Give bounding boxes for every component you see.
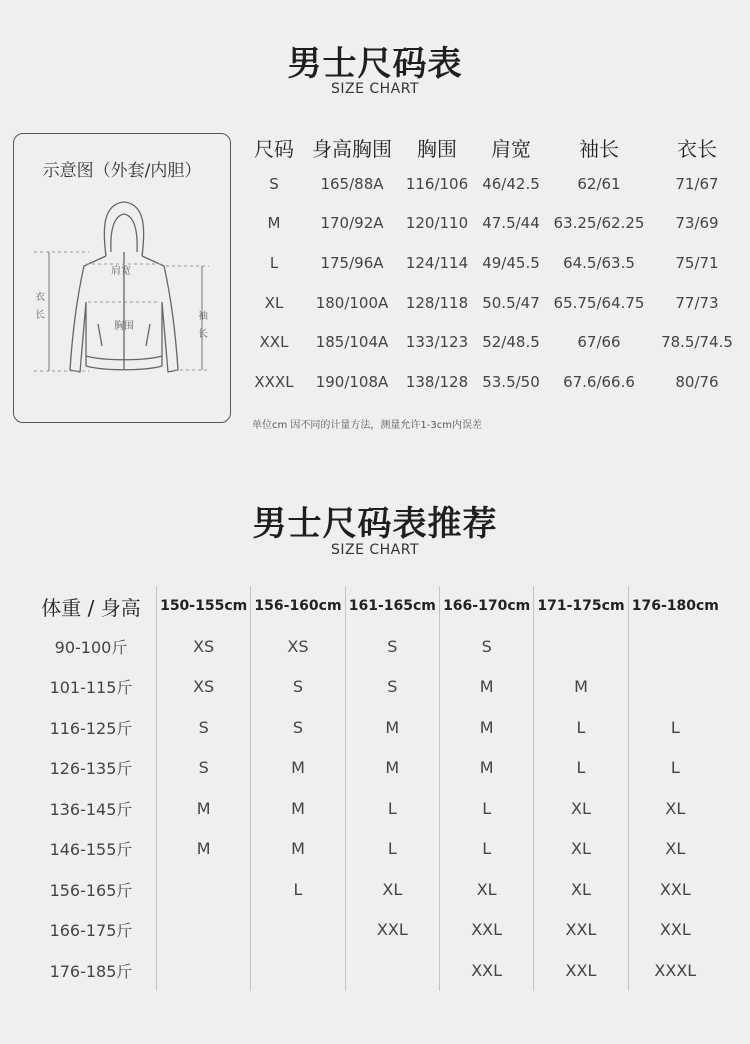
table-row — [246, 204, 746, 244]
header-chest: 胸围 — [417, 136, 457, 161]
shoulder-cell: 47.5/44 — [482, 214, 540, 233]
size-cell: M — [439, 748, 533, 789]
diagram-label: 示意图（外套/内胆） — [42, 161, 202, 181]
header-shoulder: 肩宽 — [491, 136, 531, 161]
height-chest-cell: 190/108A — [315, 372, 389, 391]
table-row — [26, 869, 722, 910]
size-table — [246, 130, 746, 402]
table-row — [26, 667, 722, 708]
size-cell: XL — [439, 869, 533, 910]
sleeve-label-1: 袖 — [198, 311, 208, 322]
size-cell: M — [267, 214, 281, 233]
size-cell: L — [251, 869, 345, 910]
weight-cell: 176-185斤 — [49, 961, 133, 981]
size-cell: S — [157, 748, 251, 789]
size-cell: XXL — [534, 910, 628, 951]
sleeve-cell: 63.25/62.25 — [553, 214, 645, 233]
size-table-header — [246, 130, 746, 164]
size-cell: M — [251, 748, 345, 789]
size-cell — [251, 910, 345, 951]
height-header: 161-165cm — [345, 586, 439, 626]
weight-cell: 116-125斤 — [49, 718, 133, 738]
height-chest-cell: 170/92A — [320, 214, 384, 233]
chest-cell: 124/114 — [405, 253, 469, 272]
shoulder-cell: 49/45.5 — [482, 253, 540, 272]
height-header: 171-175cm — [534, 586, 628, 626]
chest-cell: 138/128 — [405, 372, 469, 391]
size-cell: M — [157, 829, 251, 870]
size-cell — [251, 950, 345, 991]
size-cell: L — [628, 707, 722, 748]
chest-label: 胸围 — [114, 321, 134, 332]
recommendation-table — [26, 586, 722, 991]
size-cell: XL — [628, 788, 722, 829]
table-row — [246, 164, 746, 204]
table-row — [26, 748, 722, 789]
measurement-note: 单位cm 因不同的计量方法，测量允许1-3cm内误差 — [252, 420, 482, 431]
height-chest-cell: 180/100A — [315, 293, 389, 312]
weight-cell: 101-115斤 — [49, 678, 133, 698]
length-cell: 80/76 — [675, 372, 719, 391]
height-header: 156-160cm — [251, 586, 345, 626]
shoulder-cell: 52/48.5 — [482, 333, 540, 352]
size-cell: M — [439, 667, 533, 708]
size-cell: XL — [264, 293, 284, 312]
length-label-2: 长 — [35, 310, 45, 321]
size-cell: XXL — [439, 950, 533, 991]
size-cell: S — [345, 626, 439, 667]
header-length: 衣长 — [677, 136, 717, 161]
table-row — [26, 707, 722, 748]
size-cell: XXXL — [254, 372, 294, 391]
length-cell: 73/69 — [675, 214, 719, 233]
shoulder-cell: 50.5/47 — [482, 293, 540, 312]
size-cell — [157, 869, 251, 910]
size-cell: M — [439, 707, 533, 748]
table-row — [246, 322, 746, 362]
table-row — [246, 243, 746, 283]
sleeve-cell: 67.6/66.6 — [563, 372, 635, 391]
shoulder-cell: 46/42.5 — [482, 174, 540, 193]
size-cell: L — [534, 707, 628, 748]
size-cell: M — [251, 829, 345, 870]
weight-cell: 146-155斤 — [49, 840, 133, 860]
size-cell: L — [439, 788, 533, 829]
size-cell: XL — [534, 869, 628, 910]
sleeve-cell: 64.5/63.5 — [563, 253, 635, 272]
weight-cell: 136-145斤 — [49, 799, 133, 819]
size-cell: M — [251, 788, 345, 829]
length-cell: 75/71 — [675, 253, 719, 272]
size-cell: XXL — [534, 950, 628, 991]
weight-cell: 90-100斤 — [54, 637, 128, 657]
table-row — [26, 788, 722, 829]
size-cell: M — [534, 667, 628, 708]
size-cell: S — [269, 174, 279, 193]
sleeve-cell: 65.75/64.75 — [553, 293, 645, 312]
size-cell — [534, 626, 628, 667]
size-cell: XXL — [345, 910, 439, 951]
size-cell — [628, 667, 722, 708]
length-cell: 78.5/74.5 — [661, 333, 733, 352]
size-cell: M — [345, 748, 439, 789]
height-chest-cell: 175/96A — [320, 253, 384, 272]
size-cell: XXL — [628, 869, 722, 910]
size-cell: XS — [251, 626, 345, 667]
size-cell: L — [345, 829, 439, 870]
header-size: 尺码 — [254, 136, 294, 161]
shoulder-cell: 53.5/50 — [482, 372, 540, 391]
recommendation-subtitle: SIZE CHART — [330, 542, 420, 558]
shoulder-label: 肩宽 — [111, 266, 131, 277]
sleeve-label-2: 长 — [198, 329, 208, 340]
size-cell: XXL — [439, 910, 533, 951]
size-cell: S — [439, 626, 533, 667]
weight-cell: 126-135斤 — [49, 759, 133, 779]
size-cell: S — [251, 707, 345, 748]
chest-cell: 120/110 — [405, 214, 469, 233]
size-cell: L — [628, 748, 722, 789]
chest-cell: 128/118 — [405, 293, 469, 312]
size-cell: L — [439, 829, 533, 870]
chest-cell: 133/123 — [405, 333, 469, 352]
size-cell: S — [345, 667, 439, 708]
size-chart-title: 男士尺码表 — [287, 44, 463, 84]
table-row — [26, 950, 722, 991]
table-row — [26, 626, 722, 667]
size-cell: L — [345, 788, 439, 829]
size-cell: XXXL — [628, 950, 722, 991]
table-row — [246, 283, 746, 323]
size-cell — [157, 910, 251, 951]
height-header: 176-180cm — [628, 586, 722, 626]
size-cell — [345, 950, 439, 991]
chest-cell: 116/106 — [405, 174, 469, 193]
garment-diagram — [13, 133, 231, 423]
size-cell: XXL — [628, 910, 722, 951]
height-chest-cell: 165/88A — [320, 174, 384, 193]
sleeve-cell: 67/66 — [577, 333, 621, 352]
table-row — [26, 910, 722, 951]
size-cell: XL — [534, 788, 628, 829]
recommendation-title: 男士尺码表推荐 — [252, 504, 498, 544]
weight-cell: 156-165斤 — [49, 880, 133, 900]
length-label-1: 衣 — [35, 292, 45, 303]
size-cell — [628, 626, 722, 667]
size-cell: XXL — [259, 333, 289, 352]
height-chest-cell: 185/104A — [315, 333, 389, 352]
height-header: 150-155cm — [157, 586, 251, 626]
header-height-chest: 身高胸围 — [312, 136, 392, 161]
size-cell: S — [251, 667, 345, 708]
size-cell: L — [269, 253, 279, 272]
size-cell: M — [157, 788, 251, 829]
recommendation-header — [26, 586, 722, 626]
size-cell: L — [534, 748, 628, 789]
size-cell: S — [157, 707, 251, 748]
size-cell: XL — [628, 829, 722, 870]
table-row — [26, 829, 722, 870]
size-chart-subtitle: SIZE CHART — [330, 81, 420, 97]
size-cell: XL — [534, 829, 628, 870]
weight-cell: 166-175斤 — [49, 921, 133, 941]
header-sleeve: 袖长 — [579, 136, 619, 161]
size-cell: XS — [157, 626, 251, 667]
height-header: 166-170cm — [439, 586, 533, 626]
sleeve-cell: 62/61 — [577, 174, 621, 193]
length-cell: 71/67 — [675, 174, 719, 193]
size-cell — [157, 950, 251, 991]
weight-height-header: 体重 / 身高 — [41, 595, 141, 620]
size-cell: XL — [345, 869, 439, 910]
size-cell: M — [345, 707, 439, 748]
length-cell: 77/73 — [675, 293, 719, 312]
size-cell: XS — [157, 667, 251, 708]
table-row — [246, 362, 746, 402]
